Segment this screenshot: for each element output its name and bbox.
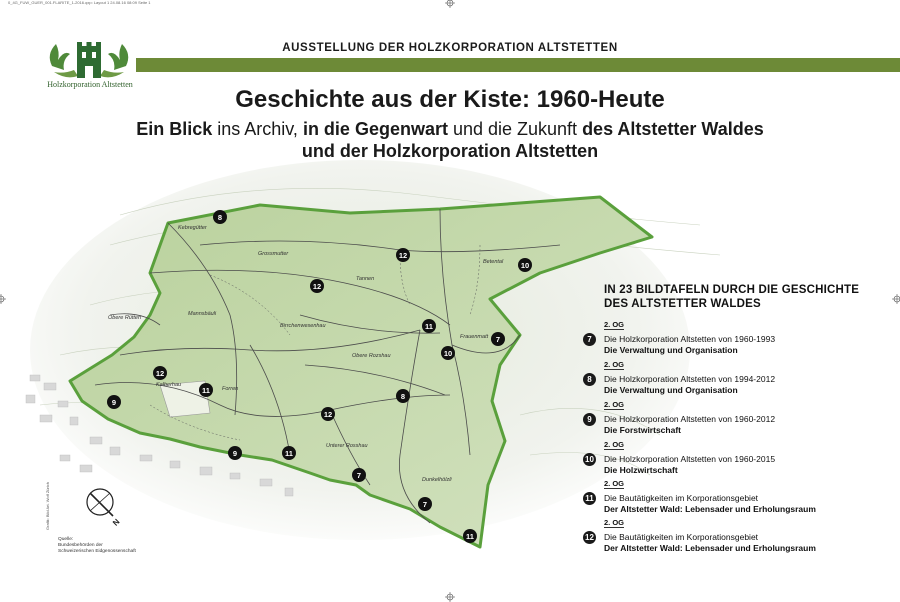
marker: [107, 395, 121, 409]
legend-number-badge: 11: [583, 492, 596, 505]
floor-label: 2. OG: [604, 518, 625, 527]
marker: [396, 389, 410, 403]
legend-item-subtitle: Der Altstetter Wald: Lebensader und Erholungsraum: [604, 543, 816, 553]
marker: [199, 383, 213, 397]
marker: [518, 258, 532, 272]
place-label: Kalberhau: [156, 382, 182, 388]
legend-number-badge: 9: [583, 413, 596, 426]
marker: [310, 279, 324, 293]
legend-number-badge: 7: [583, 333, 596, 346]
legend-heading-line: IN 23 BILDTAFELN DURCH DIE GESCHICHTE: [604, 284, 860, 296]
svg-text:12: 12: [323, 409, 333, 419]
map-source: [58, 537, 136, 555]
source-line: Bundesbehörden der: [58, 543, 103, 548]
svg-text:10: 10: [443, 348, 453, 358]
page-title: Geschichte aus der Kiste: 1960-Heute: [235, 86, 665, 113]
floor-label: 2. OG: [604, 320, 625, 329]
legend-number-badge: 8: [583, 373, 596, 386]
legend-number-badge: 12: [583, 531, 596, 544]
legend-item: [580, 440, 890, 478]
svg-text:11: 11: [425, 321, 433, 331]
floor-label: 2. OG: [604, 360, 625, 369]
legend: [580, 283, 890, 311]
legend-item: [580, 360, 890, 398]
marker: [228, 446, 242, 460]
legend-item-subtitle: Die Verwaltung und Organisation: [604, 345, 738, 355]
subtitle-part: des Altstetter Waldes: [582, 119, 764, 139]
place-label: Dunkelhölzli: [422, 477, 452, 483]
marker: [396, 248, 410, 262]
source-line: Quelle:: [58, 537, 74, 542]
legend-item-subtitle: Der Altstetter Wald: Lebensader und Erholungsraum: [604, 504, 816, 514]
place-label: Betental: [483, 259, 504, 265]
marker: [418, 497, 432, 511]
svg-text:11: 11: [285, 448, 293, 458]
svg-text:7: 7: [422, 499, 428, 509]
file-label: 0_4G_FUW_GUER_001.FLARITE_1-2016.qxp: Layout 1 24.08.16 08:09 Seite 1: [8, 0, 151, 5]
svg-text:10: 10: [520, 260, 530, 270]
place-label: Tannen: [356, 276, 375, 282]
svg-text:12: 12: [398, 250, 408, 260]
marker: [441, 346, 455, 360]
logo-text: Holzkorporation Altstetten: [47, 80, 133, 89]
legend-heading: [604, 283, 890, 311]
header-band: [136, 58, 900, 72]
subtitle-part: und die Zukunft: [447, 119, 583, 139]
legend-item-subtitle: Die Forstwirtschaft: [604, 425, 681, 435]
svg-text:11: 11: [202, 385, 210, 395]
svg-text:9: 9: [111, 397, 117, 407]
place-label: Forren: [222, 386, 239, 392]
svg-text:7: 7: [495, 334, 501, 344]
marker: [352, 468, 366, 482]
exhibition-label: AUSSTELLUNG DER HOLZKORPORATION ALTSTETTEN: [282, 42, 618, 54]
svg-text:8: 8: [217, 212, 223, 222]
place-label: Unterer Rosshau: [326, 443, 368, 449]
legend-item-title: Die Bautätigkeiten im Korporationsgebiet: [604, 532, 759, 542]
legend-item: [580, 518, 890, 556]
svg-text:9: 9: [232, 448, 238, 458]
place-label: Kebregütter: [178, 225, 207, 231]
svg-text:7: 7: [356, 470, 362, 480]
place-label: Grossmutter: [258, 251, 289, 257]
marker: [463, 529, 477, 543]
place-label: Obere Rütten: [108, 315, 142, 321]
legend-item-subtitle: Die Verwaltung und Organisation: [604, 385, 738, 395]
legend-item: [580, 400, 890, 438]
place-label: Mannsbäuli: [188, 311, 217, 317]
svg-text:12: 12: [312, 281, 322, 291]
legend-item-title: Die Holzkorporation Altstetten von 1994-2012: [604, 374, 776, 384]
legend-number-badge: 10: [583, 453, 596, 466]
legend-item-title: Die Holzkorporation Altstetten von 1960-1993: [604, 334, 776, 344]
compass-letter: N: [111, 517, 122, 528]
marker: [282, 446, 296, 460]
marker: [153, 366, 167, 380]
place-label: Obere Rozshau: [352, 353, 391, 359]
compass-icon: [87, 489, 122, 528]
svg-text:12: 12: [155, 368, 165, 378]
subtitle-part: Ein Blick: [136, 119, 213, 139]
floor-label: 2. OG: [604, 400, 625, 409]
marker: [321, 407, 335, 421]
legend-item: [580, 479, 890, 517]
svg-text:8: 8: [400, 391, 406, 401]
subtitle-part: in die Gegenwart: [302, 119, 448, 139]
marker: [213, 210, 227, 224]
marker: [422, 319, 436, 333]
legend-item: [580, 320, 890, 358]
place-label: Birrchenwesenhau: [280, 323, 326, 329]
floor-label: 2. OG: [604, 440, 625, 449]
floor-label: 2. OG: [604, 479, 625, 488]
registration-mark-icon: [445, 0, 455, 8]
legend-item-title: Die Holzkorporation Altstetten von 1960-2015: [604, 454, 776, 464]
svg-text:11: 11: [466, 531, 474, 541]
side-note: Grafik: Bild Art. Wolf Zürich: [45, 482, 50, 530]
subtitle-part: und der Holzkorporation Altstetten: [301, 141, 599, 161]
marker: [491, 332, 505, 346]
legend-item-subtitle: Die Holzwirtschaft: [604, 465, 678, 475]
source-line: Schweizerischen Eidgenossenschaft: [58, 549, 136, 554]
place-label: Frauenmatt: [460, 334, 489, 340]
subtitle-part: ins Archiv,: [212, 119, 303, 139]
legend-heading-line: DES ALTSTETTER WALDES: [604, 298, 761, 310]
legend-item-title: Die Bautätigkeiten im Korporationsgebiet: [604, 493, 759, 503]
legend-item-title: Die Holzkorporation Altstetten von 1960-2012: [604, 414, 776, 424]
